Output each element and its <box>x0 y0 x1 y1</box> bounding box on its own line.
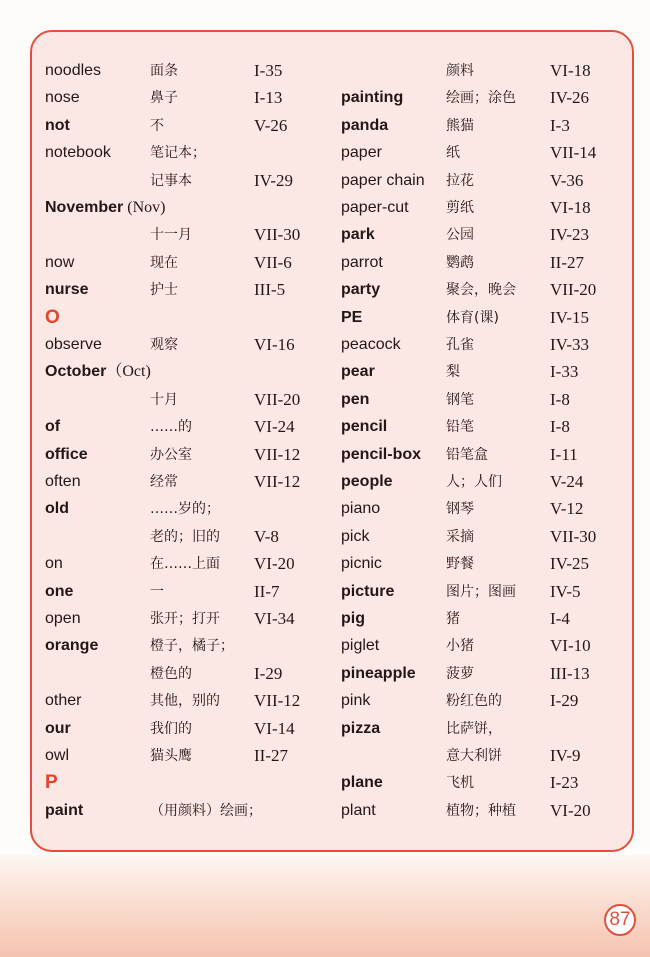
entry-word <box>341 798 376 824</box>
entry-word <box>45 414 60 440</box>
entry-word <box>341 551 382 577</box>
entry-word <box>341 222 375 248</box>
entry-reference: VI-24 <box>254 417 295 437</box>
entry-word-text: painting <box>341 89 404 107</box>
glossary-entry <box>341 85 631 111</box>
entry-reference: V-24 <box>550 472 584 491</box>
entry-word <box>45 250 74 276</box>
entry-reference: III-13 <box>550 663 590 683</box>
entry-word <box>341 113 388 139</box>
entry-word <box>45 140 111 166</box>
entry-word-text: October <box>45 363 107 381</box>
entry-word <box>45 359 151 385</box>
entry-abbreviation: (Nov) <box>123 199 166 216</box>
glossary-entry <box>45 113 335 139</box>
entry-reference: II-27 <box>254 746 288 765</box>
glossary-entry <box>341 661 631 687</box>
glossary-entry <box>45 496 335 522</box>
entry-word <box>341 332 401 358</box>
entry-word <box>45 579 73 605</box>
glossary-entry <box>341 688 631 714</box>
entry-word-text: other <box>45 692 82 710</box>
entry-reference: VI-16 <box>254 335 295 354</box>
entry-meaning: 面条 <box>150 63 178 79</box>
glossary-entry <box>45 633 335 659</box>
entry-word <box>341 85 403 111</box>
entry-word <box>341 414 387 440</box>
entry-meaning: 猪 <box>446 611 460 627</box>
entry-word-text: parrot <box>341 253 383 271</box>
entry-reference: I-8 <box>550 389 570 409</box>
entry-word-text: paper-cut <box>341 199 409 216</box>
entry-word <box>341 195 409 221</box>
glossary-entry <box>341 743 631 769</box>
entry-reference: V-36 <box>550 170 584 190</box>
entry-meaning: 鹦鹉 <box>446 254 474 271</box>
page-bottom-gradient <box>0 855 650 957</box>
entry-word <box>45 277 89 303</box>
entry-word <box>341 770 383 796</box>
entry-word-text: orange <box>45 637 99 655</box>
entry-word <box>45 85 80 111</box>
entry-reference: VI-34 <box>254 609 295 628</box>
glossary-entry <box>45 579 335 605</box>
entry-meaning: 植物；种植 <box>446 802 516 819</box>
entry-meaning: 体育(课) <box>446 309 499 326</box>
entry-reference: IV-33 <box>550 335 590 354</box>
entry-reference: VII-30 <box>550 526 597 546</box>
entry-meaning: 其他，别的 <box>150 693 220 710</box>
glossary-entry <box>45 140 335 166</box>
entry-word <box>341 606 365 632</box>
glossary-entry <box>45 469 335 495</box>
entry-word-text: November <box>45 199 124 216</box>
entry-reference: VI-18 <box>550 198 591 217</box>
entry-meaning: 采摘 <box>446 528 474 545</box>
entry-meaning: ……岁的； <box>150 501 220 518</box>
entry-word <box>45 58 101 84</box>
entry-word-text: one <box>45 582 74 600</box>
entry-reference: III-5 <box>254 280 286 300</box>
glossary-entry <box>341 140 631 166</box>
entry-reference: VII-14 <box>550 143 597 163</box>
entry-meaning: 野餐 <box>446 556 474 573</box>
entry-reference: I-3 <box>550 115 570 135</box>
entry-reference: IV-26 <box>550 88 590 108</box>
entry-reference: IV-5 <box>550 581 581 601</box>
entry-word-text: on <box>45 555 63 573</box>
section-letter: P <box>45 772 58 794</box>
entry-word <box>341 661 416 687</box>
glossary-entry <box>341 250 631 276</box>
entry-word-text: paint <box>45 801 84 819</box>
entry-word <box>341 277 380 303</box>
entry-word <box>341 524 369 550</box>
glossary-entry <box>341 222 631 248</box>
entry-meaning: 绘画；涂色 <box>446 90 516 107</box>
glossary-entry <box>341 716 631 742</box>
entry-reference: VI-20 <box>550 800 591 820</box>
entry-word-text: plant <box>341 801 376 819</box>
entry-word-text: observe <box>45 336 102 353</box>
entry-reference: VII-20 <box>550 280 597 300</box>
entry-meaning: 记事本 <box>150 172 192 189</box>
entry-reference: II-7 <box>254 581 280 601</box>
entry-word-text: panda <box>341 116 389 134</box>
entry-word-text: noodles <box>45 62 102 79</box>
entry-abbreviation: （Oct) <box>106 363 151 381</box>
glossary-entry <box>341 387 631 413</box>
entry-reference: I-35 <box>254 61 283 80</box>
glossary-entry <box>341 551 631 577</box>
entry-meaning: 拉花 <box>446 172 474 189</box>
glossary-entry <box>45 168 335 194</box>
entry-word-text: pencil-box <box>341 445 422 463</box>
entry-word <box>45 551 63 577</box>
entry-meaning: 飞机 <box>446 775 474 792</box>
entry-word <box>45 633 98 659</box>
entry-meaning: 在……上面 <box>150 556 220 573</box>
entry-word-text: open <box>45 610 81 627</box>
entry-word <box>45 113 70 139</box>
glossary-entry <box>45 414 335 440</box>
entry-word-text: old <box>45 500 69 518</box>
entry-word-text: not <box>45 116 70 134</box>
entry-meaning: 观察 <box>150 337 178 353</box>
entry-word-text: picture <box>341 582 395 600</box>
entry-word-text: now <box>45 253 75 271</box>
entry-word-text: pink <box>341 692 371 710</box>
entry-word-text: our <box>45 719 71 737</box>
entry-reference: VI-14 <box>254 718 295 738</box>
entry-reference: I-23 <box>550 773 579 793</box>
entry-word-text: pick <box>341 527 370 545</box>
entry-meaning: 张开；打开 <box>150 611 220 627</box>
entry-meaning: 孔雀 <box>446 337 474 353</box>
entry-word-text: people <box>341 473 393 490</box>
entry-word <box>341 168 425 194</box>
entry-meaning: 铅笔盒 <box>446 446 488 463</box>
entry-word <box>45 688 81 714</box>
entry-reference: IV-15 <box>550 307 590 327</box>
entry-word <box>45 442 88 468</box>
entry-word <box>341 140 382 166</box>
entry-meaning: 钢笔 <box>446 391 474 408</box>
entry-reference: I-4 <box>550 609 570 628</box>
entry-word-text: picnic <box>341 555 382 573</box>
entry-meaning: 钢琴 <box>446 501 474 518</box>
entry-reference: VI-20 <box>254 554 295 574</box>
glossary-entry <box>341 770 631 796</box>
entry-word-text: pizza <box>341 719 381 737</box>
entry-word <box>45 195 165 221</box>
entry-reference: V-12 <box>550 499 584 519</box>
entry-word-text: office <box>45 445 88 463</box>
glossary-entry <box>341 798 631 824</box>
entry-word-text: owl <box>45 747 70 764</box>
entry-word <box>45 606 81 632</box>
glossary-entry <box>341 496 631 522</box>
entry-reference: V-8 <box>254 526 279 546</box>
glossary-entry <box>45 58 335 84</box>
entry-meaning: 小猪 <box>446 638 474 655</box>
glossary-entry <box>341 524 631 550</box>
glossary-entry <box>341 359 631 385</box>
entry-word-text: of <box>45 418 61 436</box>
entry-reference: VI-18 <box>550 61 591 80</box>
entry-word <box>45 798 83 824</box>
entry-meaning: 经常 <box>150 474 178 490</box>
entry-meaning: 人；人们 <box>446 474 502 490</box>
entry-word-text: paper <box>341 144 382 162</box>
entry-meaning: 粉红色的 <box>446 693 502 710</box>
entry-meaning: 十月 <box>150 391 178 408</box>
glossary-entry <box>341 442 631 468</box>
entry-word-text: piglet <box>341 637 380 655</box>
entry-meaning: 我们的 <box>150 720 192 737</box>
entry-word-text: piano <box>341 500 381 518</box>
entry-reference: IV-23 <box>550 225 590 245</box>
glossary-entry <box>341 168 631 194</box>
glossary-entry <box>45 716 335 742</box>
section-letter: O <box>45 306 60 328</box>
entry-meaning: ……的 <box>150 419 192 436</box>
entry-reference: I-29 <box>254 663 283 683</box>
entry-word <box>341 633 379 659</box>
entry-word <box>341 716 380 742</box>
entry-word-text: pineapple <box>341 664 416 682</box>
entry-reference: VI-10 <box>550 636 591 656</box>
entry-meaning: 橙色的 <box>150 665 192 682</box>
glossary-entry <box>341 414 631 440</box>
entry-meaning: 一 <box>150 583 164 600</box>
entry-meaning: 意大利饼 <box>446 748 502 764</box>
entry-meaning: 橙子，橘子； <box>150 638 234 655</box>
entry-word-text: nose <box>45 89 80 107</box>
glossary-entry <box>341 633 631 659</box>
entry-word-text: plane <box>341 774 383 792</box>
entry-word <box>45 716 71 742</box>
glossary-entry <box>45 743 335 769</box>
entry-word <box>341 387 369 413</box>
entry-word-text: paper chain <box>341 171 425 189</box>
entry-meaning: 不 <box>150 117 164 134</box>
entry-meaning: 颜料 <box>446 63 474 79</box>
entry-word-text: nurse <box>45 281 89 299</box>
glossary-entry <box>45 250 335 276</box>
entry-meaning: 菠萝 <box>446 665 474 682</box>
glossary-entry <box>341 58 631 84</box>
glossary-card <box>30 30 634 852</box>
entry-reference: VII-6 <box>254 252 292 272</box>
entry-reference: II-27 <box>550 252 584 272</box>
entry-meaning: 纸 <box>446 145 460 162</box>
entry-reference: I-29 <box>550 691 579 711</box>
entry-meaning: 梨 <box>446 364 460 381</box>
entry-reference: I-13 <box>254 88 283 108</box>
glossary-entry <box>45 551 335 577</box>
entry-reference: IV-29 <box>254 170 294 190</box>
glossary-entry <box>45 359 335 385</box>
entry-word <box>341 442 421 468</box>
glossary-entry <box>341 305 631 331</box>
entry-word-text: pig <box>341 610 365 627</box>
glossary-entry <box>341 606 631 632</box>
page-number: 87 <box>604 904 636 936</box>
glossary-entry <box>341 113 631 139</box>
glossary-entry <box>45 798 335 824</box>
entry-word-text: notebook <box>45 144 111 162</box>
glossary-entry <box>341 579 631 605</box>
entry-meaning: 现在 <box>150 254 178 271</box>
entry-meaning: 剪纸 <box>446 200 474 216</box>
glossary-entry <box>45 195 335 221</box>
entry-word-text: peacock <box>341 336 401 353</box>
entry-meaning: 铅笔 <box>446 419 474 436</box>
entry-reference: IV-25 <box>550 554 590 574</box>
glossary-entry <box>45 277 335 303</box>
entry-word <box>45 332 102 358</box>
entry-word-text: park <box>341 226 375 244</box>
entry-reference: IV-9 <box>550 746 581 765</box>
entry-word <box>341 496 380 522</box>
entry-meaning: 笔记本； <box>150 145 206 162</box>
glossary-entry <box>341 195 631 221</box>
entry-word <box>341 688 370 714</box>
entry-meaning: 图片；图画 <box>446 583 516 600</box>
entry-reference: V-26 <box>254 115 288 135</box>
glossary-entry <box>45 387 335 413</box>
glossary-entry <box>45 661 335 687</box>
entry-word-text: party <box>341 281 381 299</box>
entry-word <box>341 250 383 276</box>
entry-reference: I-8 <box>550 417 570 437</box>
entry-word <box>45 469 81 495</box>
entry-word <box>341 305 362 331</box>
entry-reference: VII-12 <box>254 444 301 464</box>
entry-meaning: 猫头鹰 <box>150 748 192 764</box>
entry-reference: VII-20 <box>254 389 301 409</box>
entry-word <box>45 496 69 522</box>
entry-reference: VII-12 <box>254 472 301 491</box>
entry-reference: VII-12 <box>254 691 301 711</box>
entry-meaning: 十一月 <box>150 227 192 244</box>
entry-meaning: 鼻子 <box>150 90 178 107</box>
entry-meaning: 公园 <box>446 227 474 244</box>
entry-word-text: pencil <box>341 418 388 436</box>
entry-meaning: 熊猫 <box>446 117 474 134</box>
entry-meaning: 护士 <box>150 282 178 299</box>
entry-meaning: 办公室 <box>150 446 192 463</box>
glossary-entry <box>45 442 335 468</box>
entry-reference: I-33 <box>550 362 579 382</box>
glossary-entry <box>341 469 631 495</box>
glossary-entry <box>341 277 631 303</box>
entry-word-text: often <box>45 473 81 490</box>
entry-meaning: 老的；旧的 <box>150 528 220 545</box>
glossary-entry <box>45 332 335 358</box>
glossary-entry <box>45 85 335 111</box>
entry-word <box>341 579 394 605</box>
glossary-entry <box>45 688 335 714</box>
entry-word-text: pear <box>341 363 375 381</box>
entry-reference: I-11 <box>550 444 578 464</box>
entry-word <box>341 469 393 495</box>
glossary-entry <box>341 332 631 358</box>
entry-word <box>341 359 375 385</box>
entry-reference: VII-30 <box>254 225 301 245</box>
entry-meaning: （用颜料）绘画； <box>150 802 262 819</box>
entry-word-text: pen <box>341 390 370 408</box>
glossary-entry <box>45 524 335 550</box>
entry-word <box>45 743 69 769</box>
glossary-entry <box>45 606 335 632</box>
entry-meaning: 聚会，晚会 <box>446 282 516 299</box>
entry-meaning: 比萨饼， <box>446 720 502 737</box>
entry-word-text: PE <box>341 308 363 326</box>
glossary-entry <box>45 222 335 248</box>
